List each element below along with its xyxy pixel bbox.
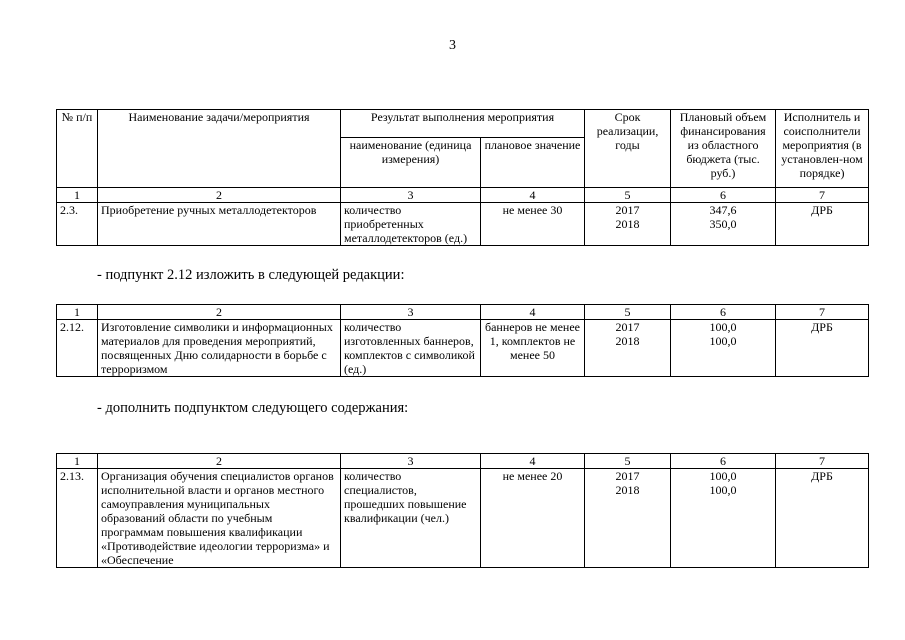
funding-value: 350,0 (709, 217, 737, 231)
column-number: 7 (776, 188, 869, 203)
row-result-name: количество специалистов, прошедших повышение квалификации (чел.) (341, 469, 481, 568)
year: 2018 (615, 483, 640, 497)
column-number: 1 (57, 454, 98, 469)
row-planned-value: баннеров не менее 1, комплектов не менее 50 (481, 320, 585, 377)
measures-table-header (56, 109, 869, 246)
column-number: 7 (776, 454, 869, 469)
row-funding (671, 203, 776, 246)
instruction-paragraph: - дополнить подпунктом следующего содержания: (97, 400, 409, 416)
funding-value: 100,0 (709, 469, 737, 483)
column-number-row (57, 454, 869, 469)
row-number: 2.13. (57, 469, 98, 568)
row-task-name: Приобретение ручных металлодетекторов (98, 203, 341, 246)
row-funding (671, 469, 776, 568)
year: 2018 (615, 217, 640, 231)
header-executor: Исполнитель и соисполнители мероприятия (в установлен-ном порядке) (776, 110, 869, 188)
row-years (585, 203, 671, 246)
column-number: 5 (585, 454, 671, 469)
header-result-name: наименование (единица измерения) (341, 138, 481, 188)
header-task-name: Наименование задачи/мероприятия (98, 110, 341, 188)
column-number: 1 (57, 305, 98, 320)
column-number: 5 (585, 188, 671, 203)
column-number: 2 (98, 188, 341, 203)
table-row (57, 203, 869, 246)
column-number: 3 (341, 454, 481, 469)
column-number: 6 (671, 188, 776, 203)
year: 2017 (615, 469, 640, 483)
row-executor: ДРБ (776, 469, 869, 568)
table-row (57, 320, 869, 377)
row-number: 2.12. (57, 320, 98, 377)
year: 2017 (615, 203, 640, 217)
column-number: 4 (481, 188, 585, 203)
funding-value: 347,6 (709, 203, 737, 217)
header-result: Результат выполнения мероприятия (341, 110, 585, 138)
column-number: 5 (585, 305, 671, 320)
measures-table-2-13 (56, 453, 869, 568)
column-number: 6 (671, 454, 776, 469)
column-number: 6 (671, 305, 776, 320)
table-row (57, 469, 869, 568)
page-number: 3 (449, 38, 456, 53)
header-number: № п/п (57, 110, 98, 188)
row-planned-value: не менее 30 (481, 203, 585, 246)
row-executor: ДРБ (776, 203, 869, 246)
column-number: 4 (481, 454, 585, 469)
column-number: 3 (341, 305, 481, 320)
row-years (585, 469, 671, 568)
measures-table-2-12 (56, 304, 869, 377)
row-number: 2.3. (57, 203, 98, 246)
funding-value: 100,0 (709, 483, 737, 497)
year: 2017 (615, 320, 640, 334)
row-funding (671, 320, 776, 377)
column-number-row (57, 305, 869, 320)
header-funding: Плановый объем финансирования из областного бюджета (тыс. руб.) (671, 110, 776, 188)
year: 2018 (615, 334, 640, 348)
instruction-paragraph: - подпункт 2.12 изложить в следующей редакции: (97, 267, 405, 283)
row-task-name: Изготовление символики и информационных материалов для проведения мероприятий, посвященных Дню солидарности в борьбе с терроризмом (98, 320, 341, 377)
header-result-planned: плановое значение (481, 138, 585, 188)
header-term: Срок реализации, годы (585, 110, 671, 188)
row-planned-value: не менее 20 (481, 469, 585, 568)
row-result-name: количество изготовленных баннеров, комплектов с символикой (ед.) (341, 320, 481, 377)
row-executor: ДРБ (776, 320, 869, 377)
row-years (585, 320, 671, 377)
column-number: 2 (98, 305, 341, 320)
column-number-row (57, 188, 869, 203)
column-number: 4 (481, 305, 585, 320)
funding-value: 100,0 (709, 334, 737, 348)
column-number: 1 (57, 188, 98, 203)
column-number: 2 (98, 454, 341, 469)
column-number: 3 (341, 188, 481, 203)
column-number: 7 (776, 305, 869, 320)
row-task-name: Организация обучения специалистов органов исполнительной власти и органов местного самоуправления муниципальных образований области по учебным программам повышения квалификации «Противодействие идеологии терроризма» и «Обеспечение (98, 469, 341, 568)
funding-value: 100,0 (709, 320, 737, 334)
row-result-name: количество приобретенных металлодетекторов (ед.) (341, 203, 481, 246)
